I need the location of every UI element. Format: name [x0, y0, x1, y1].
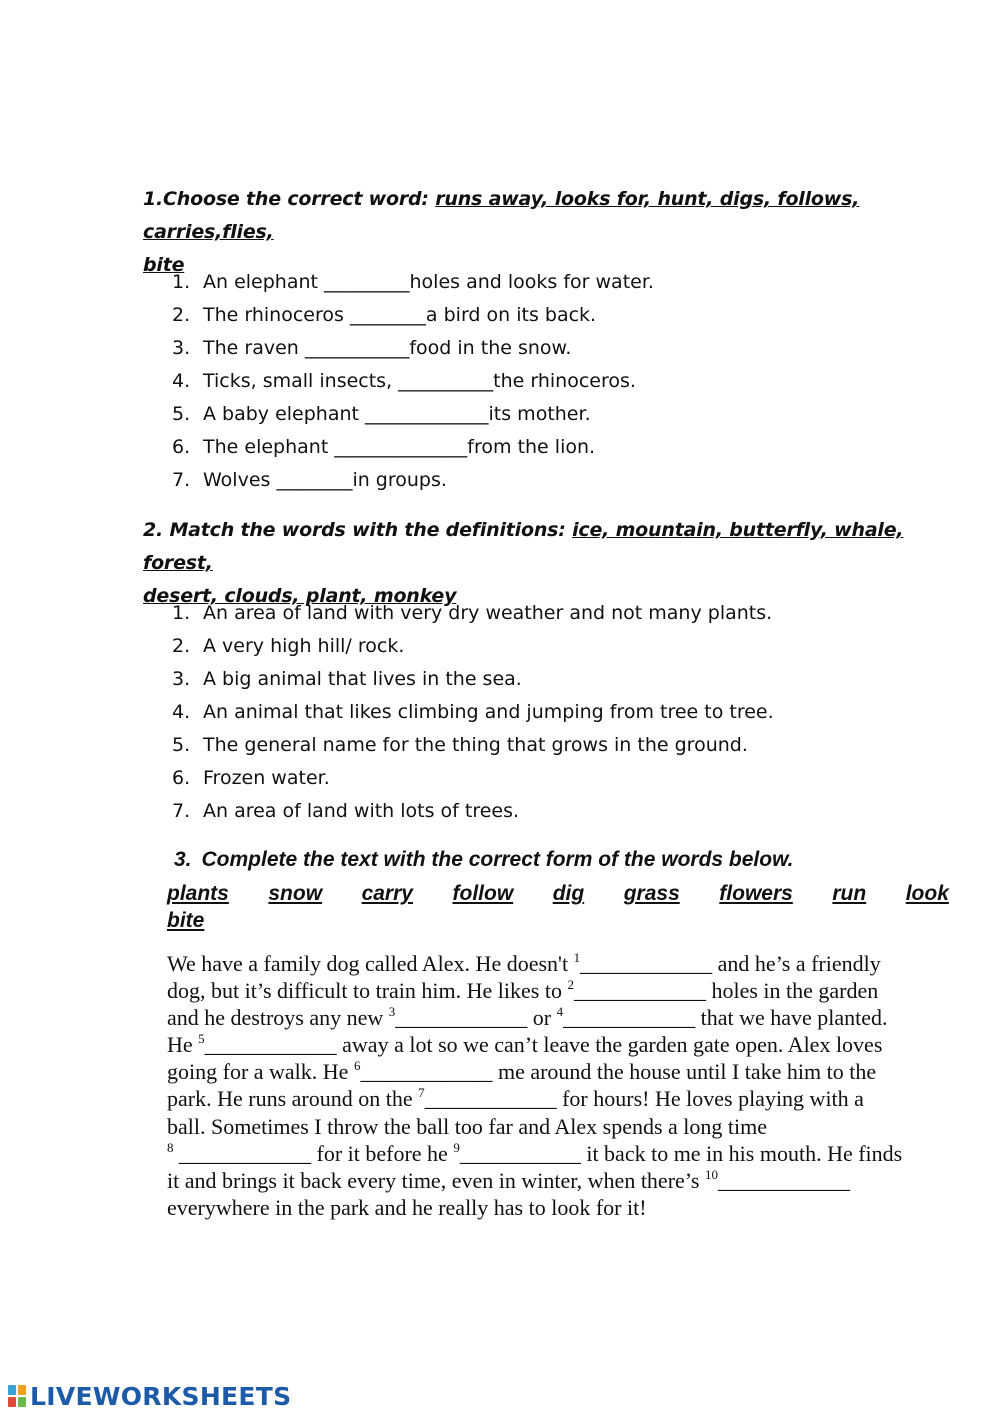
gap-number: 9	[453, 1139, 460, 1155]
liveworksheets-logo	[8, 1381, 291, 1411]
section3-word-bank	[167, 880, 949, 934]
section2-word-bank-line1: ice, mountain, butterfly, whale, forest,	[143, 519, 904, 574]
word-bank-item: snow	[268, 882, 323, 905]
section2-title: 2. Match the words with the definitions:	[143, 519, 573, 541]
list-item: 5. The general name for the thing that grows in the ground.	[172, 734, 748, 756]
list-item: 6. Frozen water.	[172, 767, 330, 789]
list-item: 7. An area of land with lots of trees.	[172, 800, 520, 822]
word-bank-item: follow	[452, 882, 514, 905]
gap-number: 6	[353, 1058, 361, 1074]
word-bank-item: grass	[623, 882, 680, 905]
list-item: 2. The rhinoceros ________a bird on its back.	[172, 304, 597, 326]
section1-list	[172, 266, 654, 497]
list-item: 1. An area of land with very dry weather and not many plants.	[172, 602, 773, 624]
word-bank-item: flowers	[719, 882, 793, 905]
logo-mark-icon	[8, 1385, 26, 1407]
word-bank-item: run	[832, 882, 867, 905]
gap-number: 5	[198, 1031, 205, 1047]
word-bank-item: bite	[167, 909, 205, 932]
gap-number: 2	[567, 977, 574, 993]
section2-list	[172, 597, 774, 828]
section1-title: 1.Choose the correct word:	[143, 188, 436, 210]
word-bank-item: plants	[167, 882, 229, 905]
gap-number: 4	[556, 1004, 564, 1020]
word-bank-item: dig	[552, 882, 585, 905]
list-item: 3. The raven ___________food in the snow.	[172, 337, 572, 359]
list-item: 6. The elephant ______________from the lion.	[172, 436, 596, 458]
word-bank-item: look	[905, 882, 949, 905]
gap-number: 3	[388, 1004, 396, 1020]
gap-number: 8	[167, 1139, 174, 1155]
gap-number: 7	[418, 1085, 425, 1101]
list-item: 5. A baby elephant _____________its mother.	[172, 403, 591, 425]
section1-word-bank-line2: bite	[143, 254, 185, 276]
list-item: 2. A very high hill/ rock.	[172, 635, 405, 657]
section2-word-bank-line2: desert, clouds, plant, monkey	[143, 585, 457, 607]
logo-text: LIVEWORKSHEETS	[30, 1381, 292, 1411]
list-item: 3. A big animal that lives in the sea.	[172, 668, 522, 690]
section3-title: Complete the text with the correct form of the words below.	[201, 848, 794, 871]
list-item: 4. Ticks, small insects, __________the rhinoceros.	[172, 370, 636, 392]
word-bank-item: carry	[361, 882, 413, 905]
section1-word-bank-line1: runs away, looks for, hunt, digs, follows, carries,flies,	[143, 188, 860, 243]
section3-number: 3.	[174, 848, 192, 871]
list-item: 7. Wolves ________in groups.	[172, 469, 447, 491]
list-item: 4. An animal that likes climbing and jumping from tree to tree.	[172, 701, 774, 723]
section3-heading	[174, 845, 793, 875]
gap-number: 10	[704, 1166, 718, 1182]
cloze-passage: We have a family dog called Alex. He doesn't $^1$____________ and he’s a friendly dog, but it’s difficult to train him. He likes to $^2$____________ holes in the garden and he destroys any new $^3$____________ or $^4$____________ that we have planted. He $^5$____________ away a lot so we can’t leave the garden gate open. Alex loves going for a walk. He $^6$____________ me around the house until I take him to the park. He runs around on the $^7$____________ for hours! He loves playing with a ball. Sometimes I throw the ball too far and Alex spends a long time $^8$ ____________ for it before he $^9$___________ it back to me in his mouth. He finds it and brings it back every time, even in winter, when there’s $^{10}$____________ everywhere in the park and he really has to look for it!	[167, 950, 903, 1220]
gap-number: 1	[573, 950, 581, 965]
list-item: 1. An elephant _________holes and looks for water.	[172, 271, 654, 293]
